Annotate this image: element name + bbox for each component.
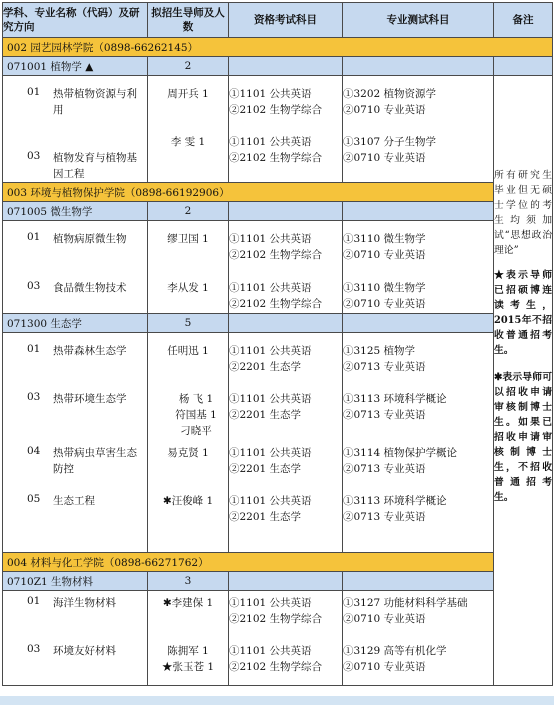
professional-test-cell (343, 591, 494, 686)
test-line: ②0713 专业英语 (343, 409, 426, 421)
exam-line: ①1101 公共英语 (229, 282, 312, 294)
test-line: ①3113 环境科学概论 (343, 393, 447, 405)
direction-name: 环境友好材料 (53, 645, 116, 657)
major-row (3, 202, 553, 221)
direction-code: 03 (27, 150, 41, 162)
admission-table (2, 2, 553, 686)
professional-test-cell (343, 76, 494, 183)
major-empty (494, 57, 553, 76)
exam-line: ①1101 公共英语 (229, 88, 312, 100)
exam-line: ②2102 生物学综合 (229, 661, 323, 673)
supervisor: 周开兵 1 (167, 88, 209, 100)
test-line: ②0710 专业英语 (343, 661, 426, 673)
direction-item (3, 150, 147, 182)
direction-name: 热带病虫草害生态防控 (53, 447, 137, 475)
direction-item (3, 493, 147, 509)
direction-cell (3, 591, 148, 686)
supervisor: 易克贤 1 (167, 447, 209, 459)
direction-code: 03 (27, 391, 41, 403)
exam-line: ①1101 公共英语 (229, 345, 312, 357)
major-empty (229, 572, 343, 591)
major-count: 3 (148, 572, 229, 591)
major-row (3, 314, 553, 333)
supervisor: ✱李建保 1 (162, 597, 214, 609)
test-line: ②0710 专业英语 (343, 249, 426, 261)
test-line: ①3113 环境科学概论 (343, 495, 447, 507)
major-empty (343, 57, 494, 76)
exam-line: ①1101 公共英语 (229, 645, 312, 657)
major-row (3, 572, 553, 591)
direction-name: 生态工程 (53, 495, 95, 507)
direction-item (3, 445, 147, 477)
supervisor: 杨 飞 1 符国基 1 刁晓平 (175, 393, 217, 437)
supervisor: 缪卫国 1 (167, 233, 209, 245)
direction-code: 05 (27, 493, 41, 505)
major-row (3, 57, 553, 76)
direction-item (3, 221, 147, 247)
direction-cell (3, 333, 148, 553)
direction-item (3, 333, 147, 359)
direction-cell (3, 76, 148, 183)
supervisor-cell (148, 76, 229, 183)
direction-name: 植物发育与植物基因工程 (53, 152, 137, 180)
test-line: ②0710 专业英语 (343, 613, 426, 625)
exam-line: ①1101 公共英语 (229, 393, 312, 405)
major-count: 2 (148, 57, 229, 76)
test-line: ①3129 高等有机化学 (343, 645, 447, 657)
bottom-band (0, 696, 554, 705)
college-label: 003 环境与植物保护学院（0898-66192906） (3, 183, 494, 202)
header-supervisor: 拟招生导师及人数 (148, 3, 229, 38)
major-empty (343, 572, 494, 591)
college-row (3, 183, 553, 202)
direction-code: 01 (27, 595, 41, 607)
test-line: ②0713 专业英语 (343, 361, 426, 373)
direction-code: 03 (27, 643, 41, 655)
direction-name: 热带环境生态学 (53, 393, 127, 405)
test-line: ②0713 专业英语 (343, 511, 426, 523)
major-empty (229, 57, 343, 76)
qualifying-exam-cell (229, 76, 343, 183)
exam-line: ①1101 公共英语 (229, 495, 312, 507)
test-line: ①3107 分子生物学 (343, 136, 437, 148)
test-line: ②0710 专业英语 (343, 104, 426, 116)
direction-block (3, 333, 553, 553)
supervisor: 李从发 1 (167, 282, 209, 294)
direction-block (3, 221, 553, 314)
test-line: ①3110 微生物学 (343, 282, 426, 294)
header-professional-test: 专业测试科目 (343, 3, 494, 38)
qualifying-exam-cell (229, 333, 343, 553)
supervisor: 任明迅 1 (167, 345, 209, 357)
major-name: 0710Z1 生物材料 (3, 572, 148, 591)
exam-line: ②2201 生态学 (229, 361, 302, 373)
direction-name: 热带植物资源与利用 (53, 88, 137, 116)
qualifying-exam-cell (229, 591, 343, 686)
direction-block (3, 76, 553, 183)
major-name: 071005 微生物学 (3, 202, 148, 221)
exam-line: ②2102 生物学综合 (229, 104, 323, 116)
major-empty (343, 314, 494, 333)
supervisor-cell (148, 221, 229, 314)
header-major: 学科、专业名称（代码）及研究方向 (3, 3, 148, 38)
supervisor: ✱汪俊峰 1 (162, 495, 214, 507)
exam-line: ②2102 生物学综合 (229, 249, 323, 261)
exam-line: ①1101 公共英语 (229, 233, 312, 245)
supervisor-cell (148, 333, 229, 553)
direction-item (3, 391, 147, 407)
direction-item (3, 643, 147, 659)
major-empty (229, 202, 343, 221)
exam-line: ②2201 生态学 (229, 511, 302, 523)
direction-code: 04 (27, 445, 41, 457)
test-line: ①3202 植物资源学 (343, 88, 437, 100)
supervisor: 陈拥军 1 ★张玉苍 1 (161, 645, 215, 673)
professional-test-cell (343, 221, 494, 314)
exam-line: ①1101 公共英语 (229, 597, 312, 609)
exam-line: ②2201 生态学 (229, 409, 302, 421)
exam-line: ②2102 生物学综合 (229, 613, 323, 625)
exam-line: ②2102 生物学综合 (229, 152, 323, 164)
direction-item (3, 591, 147, 611)
college-row (3, 553, 553, 572)
remarks-asterisk: ✱表示导师可以招收申请审核制博士生。如果已招收申请审核制博士生，不招收普通招考生。 (494, 372, 552, 503)
exam-line: ①1101 公共英语 (229, 136, 312, 148)
test-line: ②0710 专业英语 (343, 298, 426, 310)
remarks-star: ★表示导师已招硕博连读考生，2015年不招收普通招考生。 (494, 270, 552, 356)
college-label: 002 园艺园林学院（0898-66262145） (3, 38, 553, 57)
college-row (3, 38, 553, 57)
exam-line: ②2201 生态学 (229, 463, 302, 475)
exam-line: ①1101 公共英语 (229, 447, 312, 459)
direction-item (3, 280, 147, 296)
header-remarks: 备注 (494, 3, 553, 38)
major-count: 2 (148, 202, 229, 221)
direction-code: 03 (27, 280, 41, 292)
direction-code: 01 (27, 86, 41, 98)
test-line: ①3125 植物学 (343, 345, 416, 357)
table-header-row (3, 3, 553, 38)
major-empty (343, 202, 494, 221)
remarks-cell (494, 76, 553, 686)
direction-code: 01 (27, 343, 41, 355)
direction-name: 植物病原微生物 (53, 233, 127, 245)
header-qualifying-exam: 资格考试科目 (229, 3, 343, 38)
remarks-general: 所有研究生毕业但无硕士学位的考生均须加试“思想政治理论” (494, 170, 552, 256)
direction-name: 食品微生物技术 (53, 282, 127, 294)
major-name: 071300 生态学 (3, 314, 148, 333)
qualifying-exam-cell (229, 221, 343, 314)
supervisor-cell (148, 591, 229, 686)
direction-block (3, 591, 553, 686)
professional-test-cell (343, 333, 494, 553)
college-label: 004 材料与化工学院（0898-66271762） (3, 553, 494, 572)
supervisor: 李 雯 1 (170, 136, 206, 148)
exam-line: ②2102 生物学综合 (229, 298, 323, 310)
direction-code: 01 (27, 231, 41, 243)
test-line: ②0710 专业英语 (343, 152, 426, 164)
test-line: ②0713 专业英语 (343, 463, 426, 475)
test-line: ①3114 植物保护学概论 (343, 447, 458, 459)
direction-item (3, 76, 147, 118)
test-line: ①3127 功能材料科学基础 (343, 597, 468, 609)
direction-cell (3, 221, 148, 314)
test-line: ①3110 微生物学 (343, 233, 426, 245)
direction-name: 热带森林生态学 (53, 345, 127, 357)
major-count: 5 (148, 314, 229, 333)
major-empty (229, 314, 343, 333)
direction-name: 海洋生物材料 (53, 597, 116, 609)
major-name: 071001 植物学 ▲ (3, 57, 148, 76)
